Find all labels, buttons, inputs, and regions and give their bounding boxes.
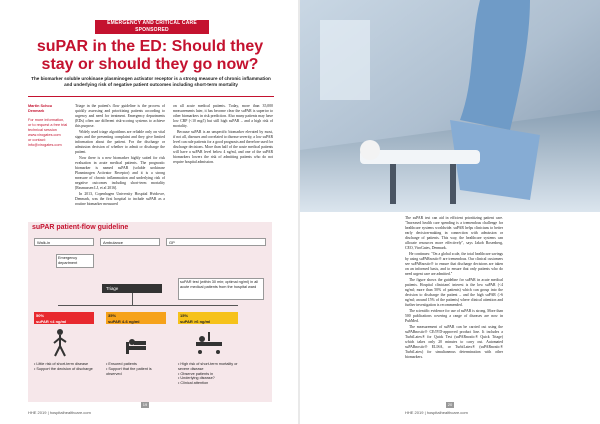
- bullet: • Ensured patients: [106, 362, 137, 366]
- level-high-pct: 15%: [180, 313, 189, 318]
- level-low: [34, 312, 94, 324]
- standfirst: The biomarker soluble urokinase plasminogen activator receptor is a strong measure of chronic inflammation and underlying risk of negative patient outcomes including short-term mortality: [31, 76, 271, 87]
- email-link[interactable]: info@virogates.com: [28, 143, 62, 147]
- author-box: [28, 104, 68, 148]
- gp-test-box: suPAR test (within 30 min; optimal ng/ml) in all acute medical patients from the hospital ward: [178, 278, 264, 300]
- hospital-corridor-photo: [300, 0, 600, 212]
- paragraph: In 2013, Copenhagen University Hospital Hvidovre, Denmark, was the first hospital to include suPAR as a routine biomarker measured: [75, 192, 165, 206]
- level-high: [178, 312, 238, 324]
- paragraph: Because suPAR is an unspecific biomarker elevated by most, if not all, diseases and correlated to disease severity, a low suPAR level can rule patients for a good prognosis and therefore used for discharge decisions. More than half of the acute medical patients will have a suPAR level below 4 ng/ml, and one of the suPAR biomarkers lowers the risk of admitting patients who do not require hospital admission.: [173, 130, 273, 164]
- triage-box: Triage: [102, 284, 162, 293]
- flow-title: suPAR patient-flow guideline: [32, 224, 129, 231]
- paragraph: He continues: "On a global scale, the total healthcare savings by using suPARnostic® are tremendous. Our clinical customers see suPARnostic® to ensure that discharge decisions are taken on an informed basis, and to ensure that only patients who do need urgent care are admitted.": [405, 252, 503, 276]
- website-link[interactable]: www.virogates.com: [28, 133, 61, 137]
- paragraph: The suPAR test can aid in efficient prioritizing patient care. "Increased health care spending is a tremendous challenge for healthcare systems worldwide. suPAR helps clinicians to better early decision-making in connection with admission or discharge of patients. This way, the healthcare systems can allocate resources more effectively", says Jakob Rosenberg, CEO, ViroGates, Denmark.: [405, 216, 503, 250]
- level-mid-pct: 35%: [108, 313, 117, 318]
- level-low-pct: 50%: [36, 313, 45, 318]
- section-tag-line2: SPONSORED: [135, 27, 169, 33]
- paragraph: The measurement of suPAR can be carried out using the suPARnostic® CE/IVD-approved product line. It includes a TurbiLatex® for Quick Test (suPARnostic® Quick Triage) which takes only 20 minutes to carry out. Automated suPARnostic® ELISA, or TurbiLatex® (suPARnostic® TurbiLatex) for simultaneous determination with other biomarkers.: [405, 325, 503, 359]
- bullets-low: [34, 362, 94, 372]
- footer-left: HHE 2019 | hospitalhealthcare.com: [28, 410, 91, 415]
- lane-walk-in: Walk-in: [34, 238, 94, 246]
- page-number-right: 20: [447, 402, 453, 407]
- paragraph: The figure shows the guideline for suPAR in acute medical patients. Hospital clinicians' interest is the low suPAR (<4 ng/ml; more than 50% of patients) which can group into the decision to discharge the patient – and the high suPAR (>6 ng/ml; around 15% of the patients) where clinical attention and further investigation is recommended.: [405, 278, 503, 307]
- arrow-split: [58, 305, 238, 306]
- body-column-4: [405, 216, 503, 406]
- article-title: suPAR in the ED: Should they stay or should they go now?: [36, 38, 264, 73]
- body-column-2: [173, 104, 273, 214]
- body-column-1: [75, 104, 165, 214]
- paragraph: on all acute medical patients. Today, more than 35,000 measurements later, it has become clear the suPAR is superior to other biomarkers in risk prediction. Also many patients may have low CRP (<10 mg/l) but still high suPAR – and a high risk of mortality.: [173, 104, 273, 128]
- paragraph: The scientific evidence for use of suPAR is strong. More than 500 publications covering a range of diseases are now in PubMed.: [405, 309, 503, 323]
- paragraph: Widely used triage algorithms are reliable only on vital signs and the presenting complaint and they give limited information about the patient. For the discharge or admission decision of whether to admit or discharge the patient.: [75, 130, 165, 154]
- bullets-high: [178, 362, 248, 386]
- bullets-mid: [106, 362, 166, 376]
- level-mid: [106, 312, 166, 324]
- bullet: • Underlying disease?: [178, 376, 215, 381]
- stretcher-icon: [194, 328, 224, 358]
- divider-rule: [28, 96, 274, 97]
- section-tag: [95, 20, 209, 34]
- bullet: • High risk of short-term mortality or severe disease: [178, 362, 238, 371]
- bullet: • Observe patients in: [178, 371, 214, 376]
- section-tag-line1: EMERGENCY AND CRITICAL CARE: [107, 20, 197, 26]
- ed-box: Emergency department: [56, 254, 94, 268]
- bed-patient-icon: [124, 328, 148, 358]
- level-high-label: suPAR >6 ng/ml: [180, 318, 211, 324]
- walking-person-icon: [48, 328, 72, 358]
- page-number-left: 19: [142, 402, 148, 407]
- author-name: Martin Schou Denmark: [28, 104, 53, 113]
- bullet: • Support the decision of discharge: [34, 366, 93, 371]
- level-low-label: suPAR <4 ng/ml: [36, 318, 67, 324]
- lane-gp: GP: [166, 238, 266, 246]
- paragraph: Now there is a new biomarker highly suited for risk evaluation in acute medical patients. The prognostic biomarker is named suPAR (soluble urokinase Plasminogen Activator Receptor) and it is a strong measure of chronic inflammation and underlying risk of negative outcomes including short-term mortality [Rasmussen LJ, et al 2016].: [75, 156, 165, 190]
- footer-right: HHE 2019 | hospitalhealthcare.com: [405, 410, 468, 415]
- more-info-text: For more information, or to request a free trial technical session: [28, 118, 68, 132]
- arrow-down: [132, 293, 133, 305]
- lane-ambulance: Ambulance: [100, 238, 160, 246]
- contact-label: or contact:: [28, 138, 46, 142]
- flow-guideline-panel: [28, 222, 272, 402]
- paragraph: Triage in the patient's flow guideline is the process of quickly assessing and prioritizing patients according to urgency and need for treatment. Emergency departments (EDs) often use different risk-scoring systems to achieve this purpose.: [75, 104, 165, 128]
- level-mid-label: suPAR 4-6 ng/ml: [108, 318, 140, 324]
- bullet: • Clinical attention: [178, 381, 209, 386]
- bullet: • Little risk of short-term disease: [34, 362, 89, 366]
- bullet: • Support that the patient is observed: [106, 366, 152, 376]
